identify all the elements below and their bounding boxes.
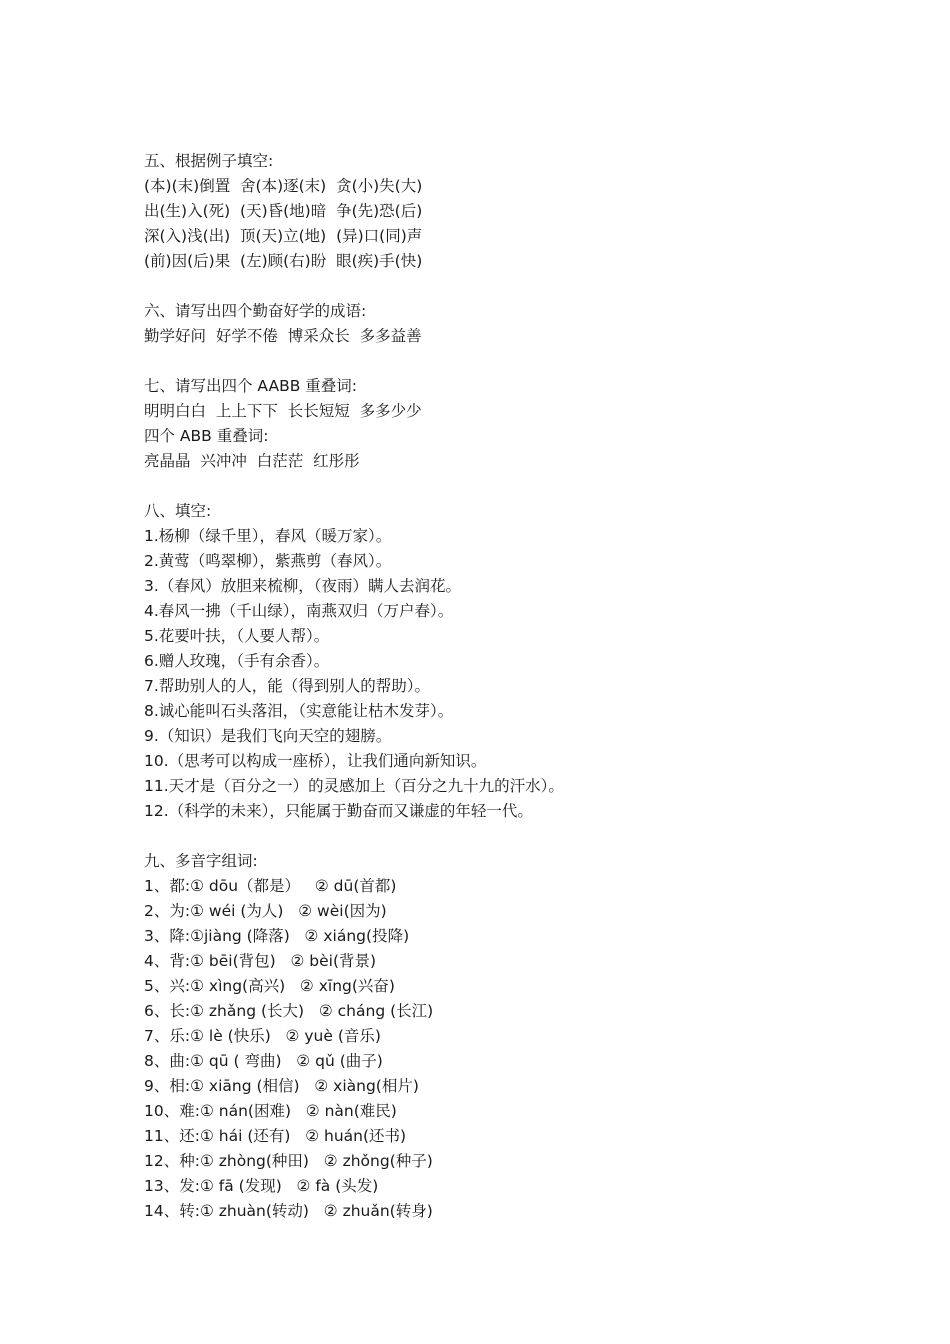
fill-item: 11.天才是（百分之一）的灵感加上（百分之九十九的汗水）。 bbox=[144, 777, 564, 795]
section-title: 五、根据例子填空: bbox=[144, 152, 274, 170]
answer-line: 深(入)浅(出) 顶(天)立(地) (异)口(同)声 bbox=[144, 227, 423, 245]
answer-line: 明明白白 上上下下 长长短短 多多少少 bbox=[144, 402, 422, 420]
document-body bbox=[144, 149, 924, 1224]
fill-item: 10.（思考可以构成一座桥），让我们通向新知识。 bbox=[144, 752, 487, 770]
spacer bbox=[144, 274, 924, 299]
sub-heading: 四个 ABB 重叠词: bbox=[144, 427, 269, 445]
fill-item: 8.诚心能叫石头落泪，（实意能让枯木发芽）。 bbox=[144, 702, 454, 720]
fill-item: 7.帮助别人的人，能（得到别人的帮助）。 bbox=[144, 677, 431, 695]
section-title: 九、多音字组词: bbox=[144, 852, 258, 870]
answer-line: 亮晶晶 兴冲冲 白茫茫 红彤彤 bbox=[144, 452, 360, 470]
polyphone-item: 5、兴:① xìng(高兴) ② xīng(兴奋) bbox=[144, 977, 395, 995]
polyphone-item: 6、长:① zhǎng (长大) ② cháng (长江) bbox=[144, 1002, 434, 1020]
polyphone-item: 8、曲:① qū ( 弯曲) ② qǔ (曲子) bbox=[144, 1052, 383, 1070]
fill-item: 9.（知识）是我们飞向天空的翅膀。 bbox=[144, 727, 392, 745]
section-title: 七、请写出四个 AABB 重叠词: bbox=[144, 377, 357, 395]
section-8 bbox=[144, 499, 924, 824]
polyphone-item: 3、降:①jiàng (降落) ② xiáng(投降) bbox=[144, 927, 410, 945]
fill-item: 2.黄莺（鸣翠柳），紫燕剪（春风）。 bbox=[144, 552, 392, 570]
polyphone-item: 4、背:① bēi(背包) ② bèi(背景) bbox=[144, 952, 377, 970]
fill-item: 12.（科学的未来），只能属于勤奋而又谦虚的年轻一代。 bbox=[144, 802, 533, 820]
fill-item: 3.（春风）放胆来梳柳，（夜雨）瞒人去润花。 bbox=[144, 577, 462, 595]
section-9 bbox=[144, 849, 924, 1224]
spacer bbox=[144, 349, 924, 374]
fill-item: 4.春风一拂（千山绿），南燕双归（万户春）。 bbox=[144, 602, 454, 620]
polyphone-item: 14、转:① zhuàn(转动) ② zhuǎn(转身) bbox=[144, 1202, 433, 1220]
section-title: 六、请写出四个勤奋好学的成语: bbox=[144, 302, 367, 320]
polyphone-item: 13、发:① fā (发现) ② fà (头发) bbox=[144, 1177, 379, 1195]
polyphone-item: 7、乐:① lè (快乐) ② yuè (音乐) bbox=[144, 1027, 381, 1045]
polyphone-item: 12、种:① zhòng(种田) ② zhǒng(种子) bbox=[144, 1152, 433, 1170]
spacer bbox=[144, 824, 924, 849]
section-5 bbox=[144, 149, 924, 274]
spacer bbox=[144, 474, 924, 499]
section-7 bbox=[144, 374, 924, 474]
answer-line: 勤学好问 好学不倦 博采众长 多多益善 bbox=[144, 327, 422, 345]
answer-line: (本)(末)倒置 舍(本)逐(末) 贪(小)失(大) bbox=[144, 177, 423, 195]
polyphone-item: 11、还:① hái (还有) ② huán(还书) bbox=[144, 1127, 407, 1145]
fill-item: 1.杨柳（绿千里），春风（暖万家）。 bbox=[144, 527, 392, 545]
polyphone-item: 2、为:① wéi (为人) ② wèi(因为) bbox=[144, 902, 387, 920]
fill-item: 6.赠人玫瑰，（手有余香）。 bbox=[144, 652, 330, 670]
answer-line: (前)因(后)果 (左)顾(右)盼 眼(疾)手(快) bbox=[144, 252, 423, 270]
polyphone-item: 1、都:① dōu（都是） ② dū(首都) bbox=[144, 877, 397, 895]
section-title: 八、填空: bbox=[144, 502, 212, 520]
section-6 bbox=[144, 299, 924, 349]
polyphone-item: 10、难:① nán(困难) ② nàn(难民) bbox=[144, 1102, 397, 1120]
answer-line: 出(生)入(死) (天)昏(地)暗 争(先)恐(后) bbox=[144, 202, 423, 220]
polyphone-item: 9、相:① xiāng (相信) ② xiàng(相片) bbox=[144, 1077, 419, 1095]
fill-item: 5.花要叶扶，（人要人帮）。 bbox=[144, 627, 330, 645]
